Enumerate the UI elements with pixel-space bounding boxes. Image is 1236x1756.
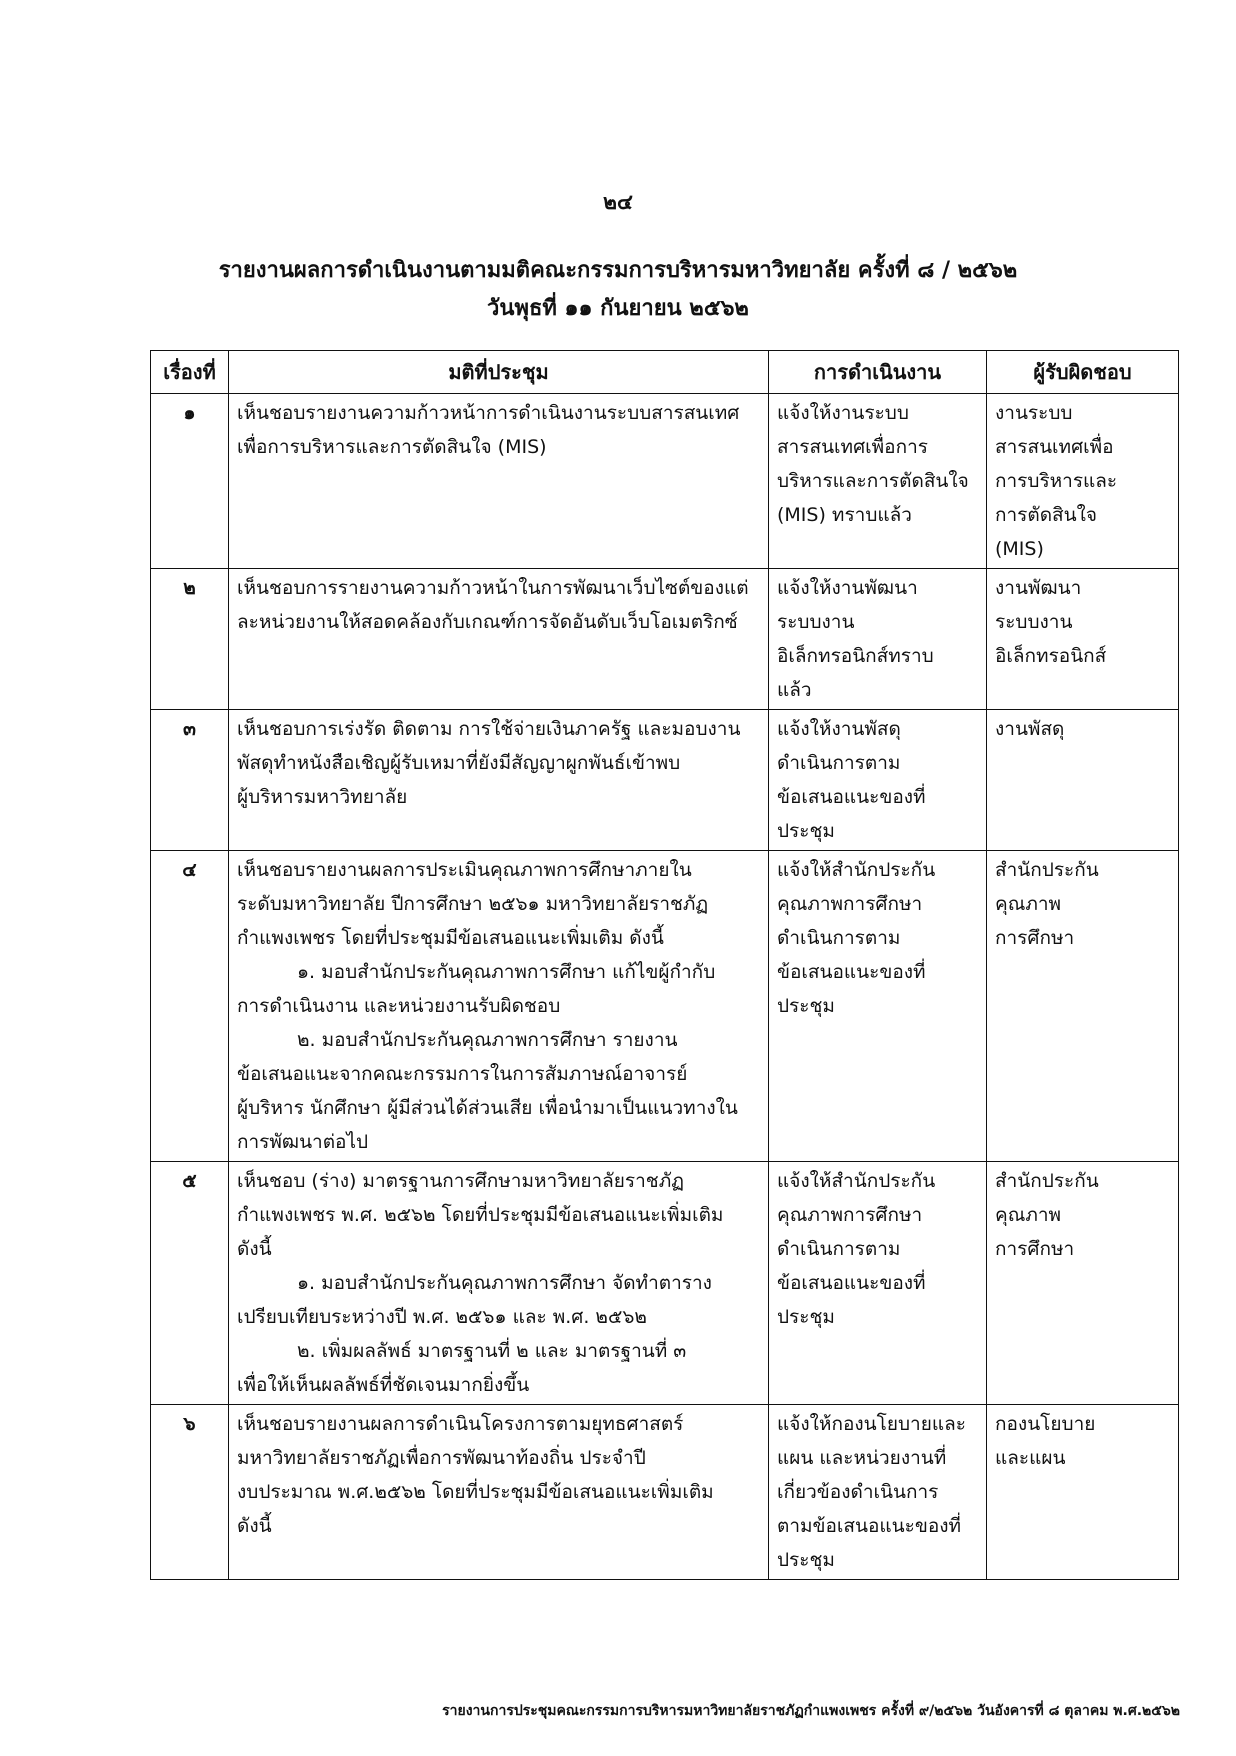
resolution-line: ผู้บริหารมหาวิทยาลัย bbox=[237, 786, 408, 808]
action-cell bbox=[769, 851, 987, 1162]
action-cell bbox=[769, 1162, 987, 1405]
resolution-line: การพัฒนาต่อไป bbox=[237, 1131, 369, 1153]
table-row bbox=[151, 394, 1179, 569]
resolution-line: เห็นชอบรายงานผลการดำเนินโครงการตามยุทธศาสตร์ bbox=[237, 1413, 684, 1435]
resolution-line: เพื่อการบริหารและการตัดสินใจ (MIS) bbox=[237, 436, 547, 458]
action-line: ดำเนินการตาม bbox=[777, 927, 901, 949]
resolution-line: เห็นชอบการเร่งรัด ติดตาม การใช้จ่ายเงินภาครัฐ และมอบงาน bbox=[237, 718, 741, 740]
action-line: คุณภาพการศึกษา bbox=[777, 893, 923, 915]
action-line: แล้ว bbox=[777, 679, 812, 701]
row-number: ๖ bbox=[151, 1405, 229, 1580]
resolution-line: เห็นชอบรายงานผลการประเมินคุณภาพการศึกษาภายใน bbox=[237, 859, 692, 881]
document-title bbox=[0, 252, 1236, 328]
table-body bbox=[151, 394, 1179, 1580]
owner-line: คุณภาพ bbox=[995, 893, 1062, 915]
resolution-line: เห็นชอบ (ร่าง) มาตรฐานการศึกษามหาวิทยาลัยราชภัฏ bbox=[237, 1170, 684, 1192]
page-number: ๒๔ bbox=[603, 190, 633, 214]
action-line: เกี่ยวข้องดำเนินการ bbox=[777, 1481, 939, 1503]
action-line: (MIS) ทราบแล้ว bbox=[777, 504, 912, 526]
owner-line: สำนักประกัน bbox=[995, 1170, 1099, 1192]
resolution-line: พัสดุทำหนังสือเชิญผู้รับเหมาที่ยังมีสัญญาผูกพันธ์เข้าพบ bbox=[237, 752, 681, 774]
footer-note: รายงานการประชุมคณะกรรมการบริหารมหาวิทยาลัยราชภัฏกำแพงเพชร ครั้งที่ ๙/๒๕๖๒ วันอังคารที่ ๘ ตุลาคม พ.ศ.๒๕๖๒ bbox=[442, 1703, 1180, 1719]
resolution-table-container bbox=[150, 350, 1178, 1580]
resolution-cell bbox=[229, 1162, 769, 1405]
owner-cell bbox=[987, 710, 1179, 851]
row-number: ๓ bbox=[151, 710, 229, 851]
owner-line: ระบบงาน bbox=[995, 611, 1073, 633]
action-line: ประชุม bbox=[777, 1549, 835, 1571]
action-line: ดำเนินการตาม bbox=[777, 752, 901, 774]
resolution-cell bbox=[229, 394, 769, 569]
resolution-line: กำแพงเพชร โดยที่ประชุมมีข้อเสนอแนะเพิ่มเติม ดังนี้ bbox=[237, 927, 664, 949]
owner-line: งานพัฒนา bbox=[995, 577, 1082, 599]
action-line: แจ้งให้งานระบบ bbox=[777, 402, 909, 424]
resolution-line: ข้อเสนอแนะจากคณะกรรมการในการสัมภาษณ์อาจารย์ bbox=[237, 1063, 688, 1085]
action-line: แจ้งให้งานพัฒนา bbox=[777, 577, 918, 599]
action-line: อิเล็กทรอนิกส์ทราบ bbox=[777, 645, 934, 667]
table-row bbox=[151, 851, 1179, 1162]
resolution-line: ดังนี้ bbox=[237, 1238, 272, 1260]
action-line: ประชุม bbox=[777, 1306, 835, 1328]
action-line: แจ้งให้สำนักประกัน bbox=[777, 859, 936, 881]
action-line: ข้อเสนอแนะของที่ bbox=[777, 1272, 926, 1294]
table-row bbox=[151, 569, 1179, 710]
owner-cell bbox=[987, 1405, 1179, 1580]
owner-line: งานพัสดุ bbox=[995, 718, 1065, 740]
owner-line: งานระบบ bbox=[995, 402, 1073, 424]
action-line: แผน และหน่วยงานที่ bbox=[777, 1447, 947, 1469]
resolution-line: งบประมาณ พ.ศ.๒๕๖๒ โดยที่ประชุมมีข้อเสนอแนะเพิ่มเติม bbox=[237, 1481, 714, 1503]
resolution-line: ดังนี้ bbox=[237, 1515, 272, 1537]
owner-line: และแผน bbox=[995, 1447, 1066, 1469]
resolution-line: เห็นชอบรายงานความก้าวหน้าการดำเนินงานระบบสารสนเทศ bbox=[237, 402, 740, 424]
resolution-line: การดำเนินงาน และหน่วยงานรับผิดชอบ bbox=[237, 995, 561, 1017]
owner-line: คุณภาพ bbox=[995, 1204, 1062, 1226]
action-line: ประชุม bbox=[777, 995, 835, 1017]
action-line: บริหารและการตัดสินใจ bbox=[777, 470, 969, 492]
resolution-line: ละหน่วยงานให้สอดคล้องกับเกณฑ์การจัดอันดับเว็บโอเมตริกซ์ bbox=[237, 611, 738, 633]
resolution-line: ๑. มอบสำนักประกันคุณภาพการศึกษา จัดทำตาราง bbox=[297, 1272, 712, 1294]
title-line-2: วันพุธที่ ๑๑ กันยายน ๒๕๖๒ bbox=[487, 296, 749, 321]
action-line: ดำเนินการตาม bbox=[777, 1238, 901, 1260]
action-cell bbox=[769, 569, 987, 710]
action-line: ข้อเสนอแนะของที่ bbox=[777, 961, 926, 983]
action-cell bbox=[769, 1405, 987, 1580]
owner-line: กองนโยบาย bbox=[995, 1413, 1096, 1435]
resolution-line: กำแพงเพชร พ.ศ. ๒๕๖๒ โดยที่ประชุมมีข้อเสนอแนะเพิ่มเติม bbox=[237, 1204, 724, 1226]
owner-cell bbox=[987, 394, 1179, 569]
action-cell bbox=[769, 710, 987, 851]
header-owner: ผู้รับผิดชอบ bbox=[987, 351, 1179, 394]
owner-line: สารสนเทศเพื่อ bbox=[995, 436, 1114, 458]
action-line: ระบบงาน bbox=[777, 611, 855, 633]
resolution-cell bbox=[229, 851, 769, 1162]
header-resolution: มติที่ประชุม bbox=[229, 351, 769, 394]
resolution-line: มหาวิทยาลัยราชภัฏเพื่อการพัฒนาท้องถิ่น ประจำปี bbox=[237, 1447, 646, 1469]
owner-line: การบริหารและ bbox=[995, 470, 1118, 492]
table-header-row bbox=[151, 351, 1179, 394]
header-item-no: เรื่องที่ bbox=[151, 351, 229, 394]
owner-cell bbox=[987, 569, 1179, 710]
resolution-line: เปรียบเทียบระหว่างปี พ.ศ. ๒๕๖๑ และ พ.ศ. ๒๕๖๒ bbox=[237, 1306, 647, 1328]
row-number: ๕ bbox=[151, 1162, 229, 1405]
action-line: ประชุม bbox=[777, 820, 835, 842]
owner-line: การศึกษา bbox=[995, 927, 1075, 949]
header-action: การดำเนินงาน bbox=[769, 351, 987, 394]
action-line: แจ้งให้งานพัสดุ bbox=[777, 718, 901, 740]
resolution-line: เห็นชอบการรายงานความก้าวหน้าในการพัฒนาเว็บไซต์ของแต่ bbox=[237, 577, 749, 599]
owner-line: สำนักประกัน bbox=[995, 859, 1099, 881]
action-line: ข้อเสนอแนะของที่ bbox=[777, 786, 926, 808]
owner-line: การตัดสินใจ bbox=[995, 504, 1098, 526]
owner-line: (MIS) bbox=[995, 538, 1044, 560]
table-row bbox=[151, 1162, 1179, 1405]
row-number: ๔ bbox=[151, 851, 229, 1162]
table-row bbox=[151, 1405, 1179, 1580]
action-line: ตามข้อเสนอแนะของที่ bbox=[777, 1515, 962, 1537]
title-line-1: รายงานผลการดำเนินงานตามมติคณะกรรมการบริหารมหาวิทยาลัย ครั้งที่ ๘ / ๒๕๖๒ bbox=[218, 258, 1018, 283]
resolution-cell bbox=[229, 1405, 769, 1580]
table-row bbox=[151, 710, 1179, 851]
resolution-table bbox=[150, 350, 1179, 1580]
owner-line: อิเล็กทรอนิกส์ bbox=[995, 645, 1107, 667]
action-cell bbox=[769, 394, 987, 569]
action-line: คุณภาพการศึกษา bbox=[777, 1204, 923, 1226]
resolution-cell bbox=[229, 569, 769, 710]
owner-cell bbox=[987, 851, 1179, 1162]
resolution-line: ระดับมหาวิทยาลัย ปีการศึกษา ๒๕๖๑ มหาวิทยาลัยราชภัฏ bbox=[237, 893, 709, 915]
action-line: แจ้งให้กองนโยบายและ bbox=[777, 1413, 966, 1435]
resolution-cell bbox=[229, 710, 769, 851]
resolution-line: ๒. มอบสำนักประกันคุณภาพการศึกษา รายงาน bbox=[297, 1029, 678, 1051]
resolution-line: ผู้บริหาร นักศึกษา ผู้มีส่วนได้ส่วนเสีย เพื่อนำมาเป็นแนวทางใน bbox=[237, 1097, 738, 1119]
resolution-line: ๒. เพิ่มผลลัพธ์ มาตรฐานที่ ๒ และ มาตรฐานที่ ๓ bbox=[297, 1340, 687, 1362]
owner-line: การศึกษา bbox=[995, 1238, 1075, 1260]
resolution-line: เพื่อให้เห็นผลลัพธ์ที่ชัดเจนมากยิ่งขึ้น bbox=[237, 1374, 530, 1396]
row-number: ๒ bbox=[151, 569, 229, 710]
action-line: แจ้งให้สำนักประกัน bbox=[777, 1170, 936, 1192]
owner-cell bbox=[987, 1162, 1179, 1405]
row-number: ๑ bbox=[151, 394, 229, 569]
action-line: สารสนเทศเพื่อการ bbox=[777, 436, 928, 458]
resolution-line: ๑. มอบสำนักประกันคุณภาพการศึกษา แก้ไขผู้กำกับ bbox=[297, 961, 716, 983]
